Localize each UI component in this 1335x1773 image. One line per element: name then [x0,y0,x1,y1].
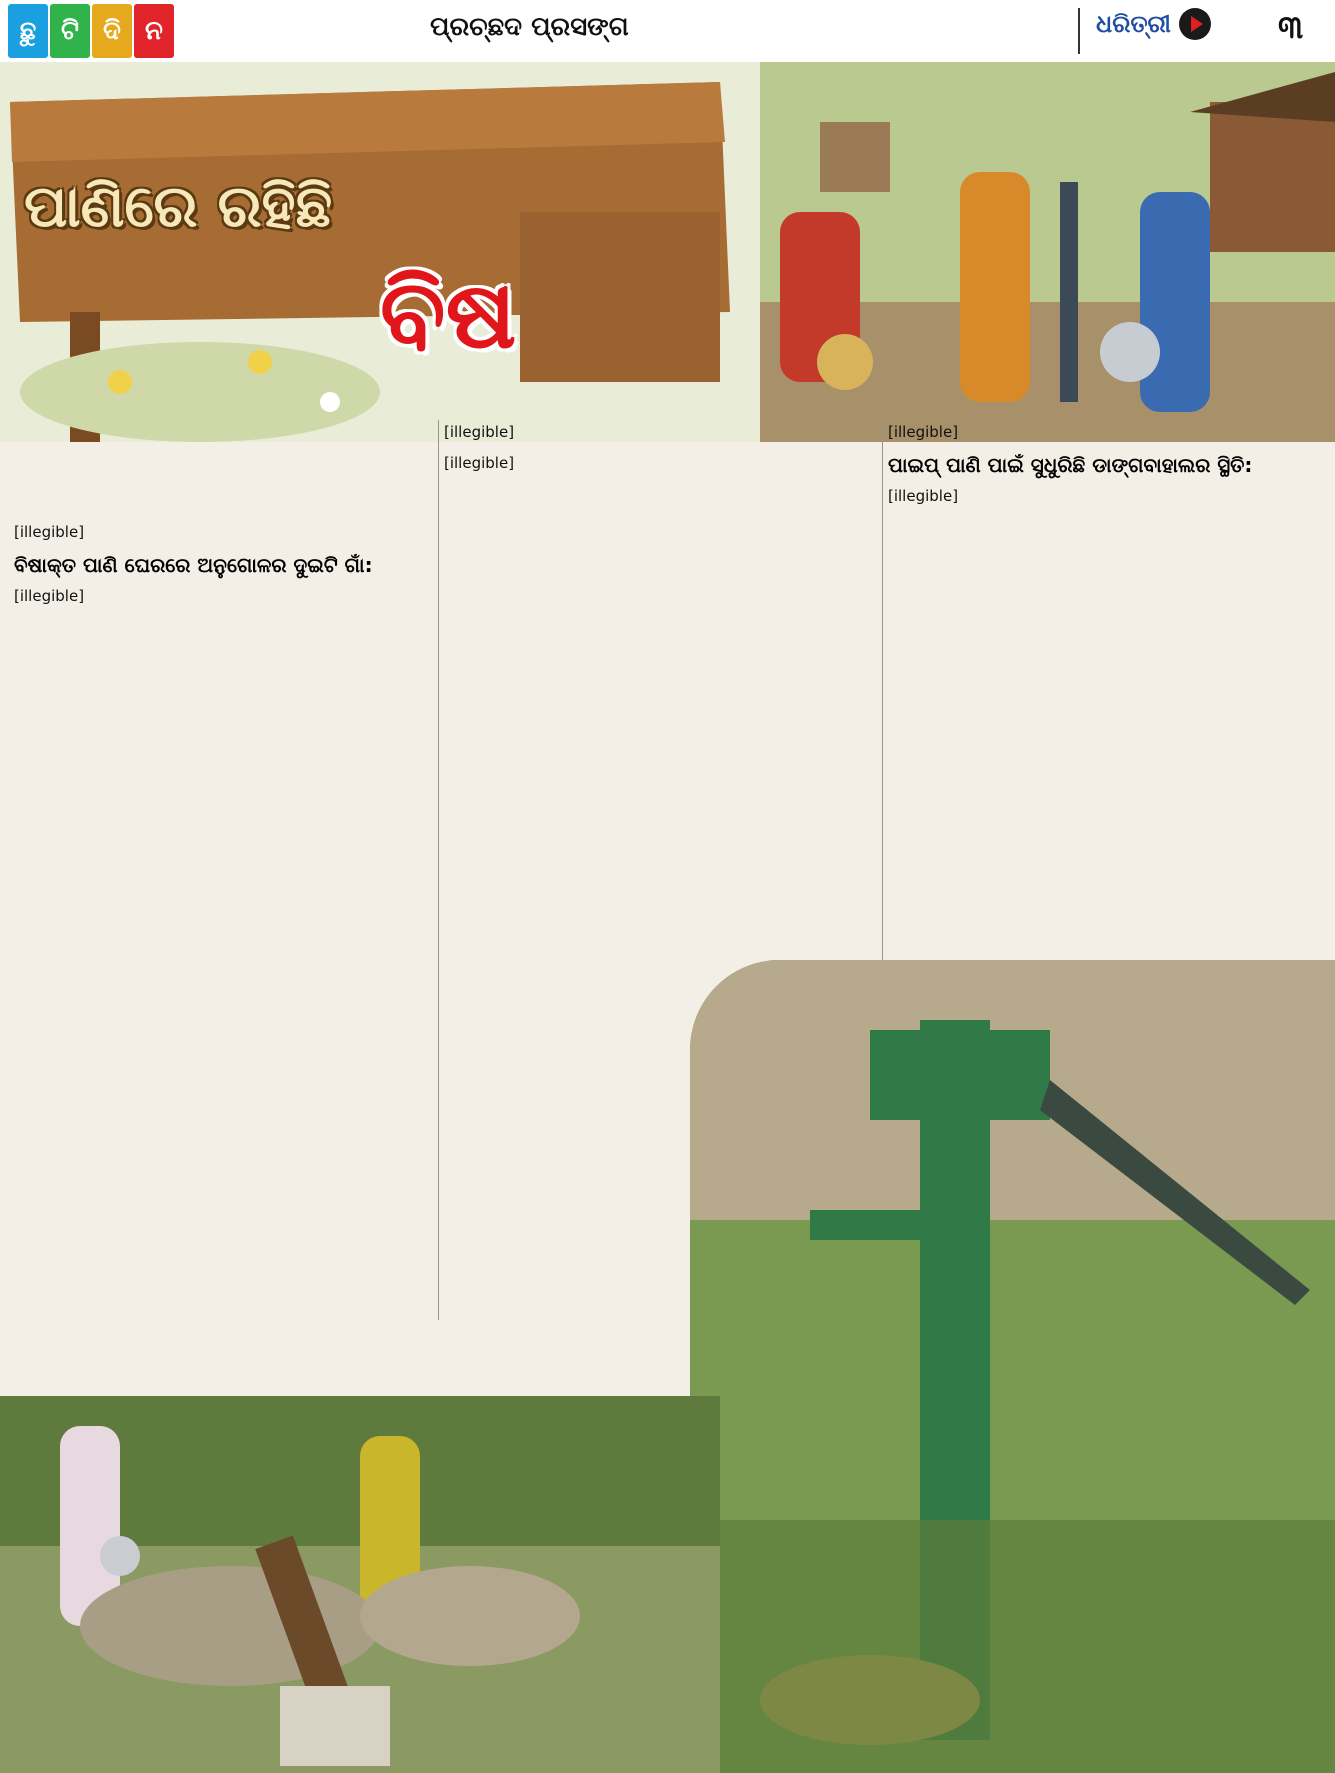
article-paragraph: [illegible] [888,423,959,441]
brand-logo [1096,8,1211,40]
well-photo [0,1396,720,1773]
article-subhead: ପାଇପ୍ ପାଣି ପାଇଁ ସୁଧୁରିଛି ଡାଙ୍ଗବାହାଲର ସ୍ଥିତି: [888,453,1253,477]
brand-name: ଧରିତ୍ରୀ [1096,10,1171,38]
hero-image [0,62,1335,442]
hero-illustration [0,62,1335,442]
play-icon [1179,8,1211,40]
masthead-letter: ଛୁ [8,4,48,58]
masthead [8,4,174,58]
headline-line-2: ବିଷ [380,258,517,370]
page-header [0,0,1335,64]
article-intro: [illegible] [14,523,85,541]
handpump-photo [690,960,1335,1773]
article-paragraph: [illegible] [444,454,515,472]
column-divider [438,420,439,1320]
article-paragraph: [illegible] [14,587,85,605]
page-number: ୩ [1278,8,1304,46]
divider [1078,8,1080,54]
headline-line-1: ପାଣିରେ ରହିଛି [24,172,333,240]
article-column-3 [888,420,1326,1020]
masthead-letter: ଦି [92,4,132,58]
article-paragraph: [illegible] [444,423,515,441]
section-title: ପ୍ରଚ୍ଛଦ ପ୍ରସଙ୍ଗ [430,12,629,42]
article-subhead: ବିଷାକ୍ତ ପାଣି ଘେରରେ ଅନୁଗୋଳର ଦୁଇଟି ଗାଁ: [14,553,373,577]
article-column-1 [14,520,434,1240]
masthead-letter: ନ [134,4,174,58]
masthead-letter: ଟି [50,4,90,58]
article-paragraph: [illegible] [888,487,959,505]
